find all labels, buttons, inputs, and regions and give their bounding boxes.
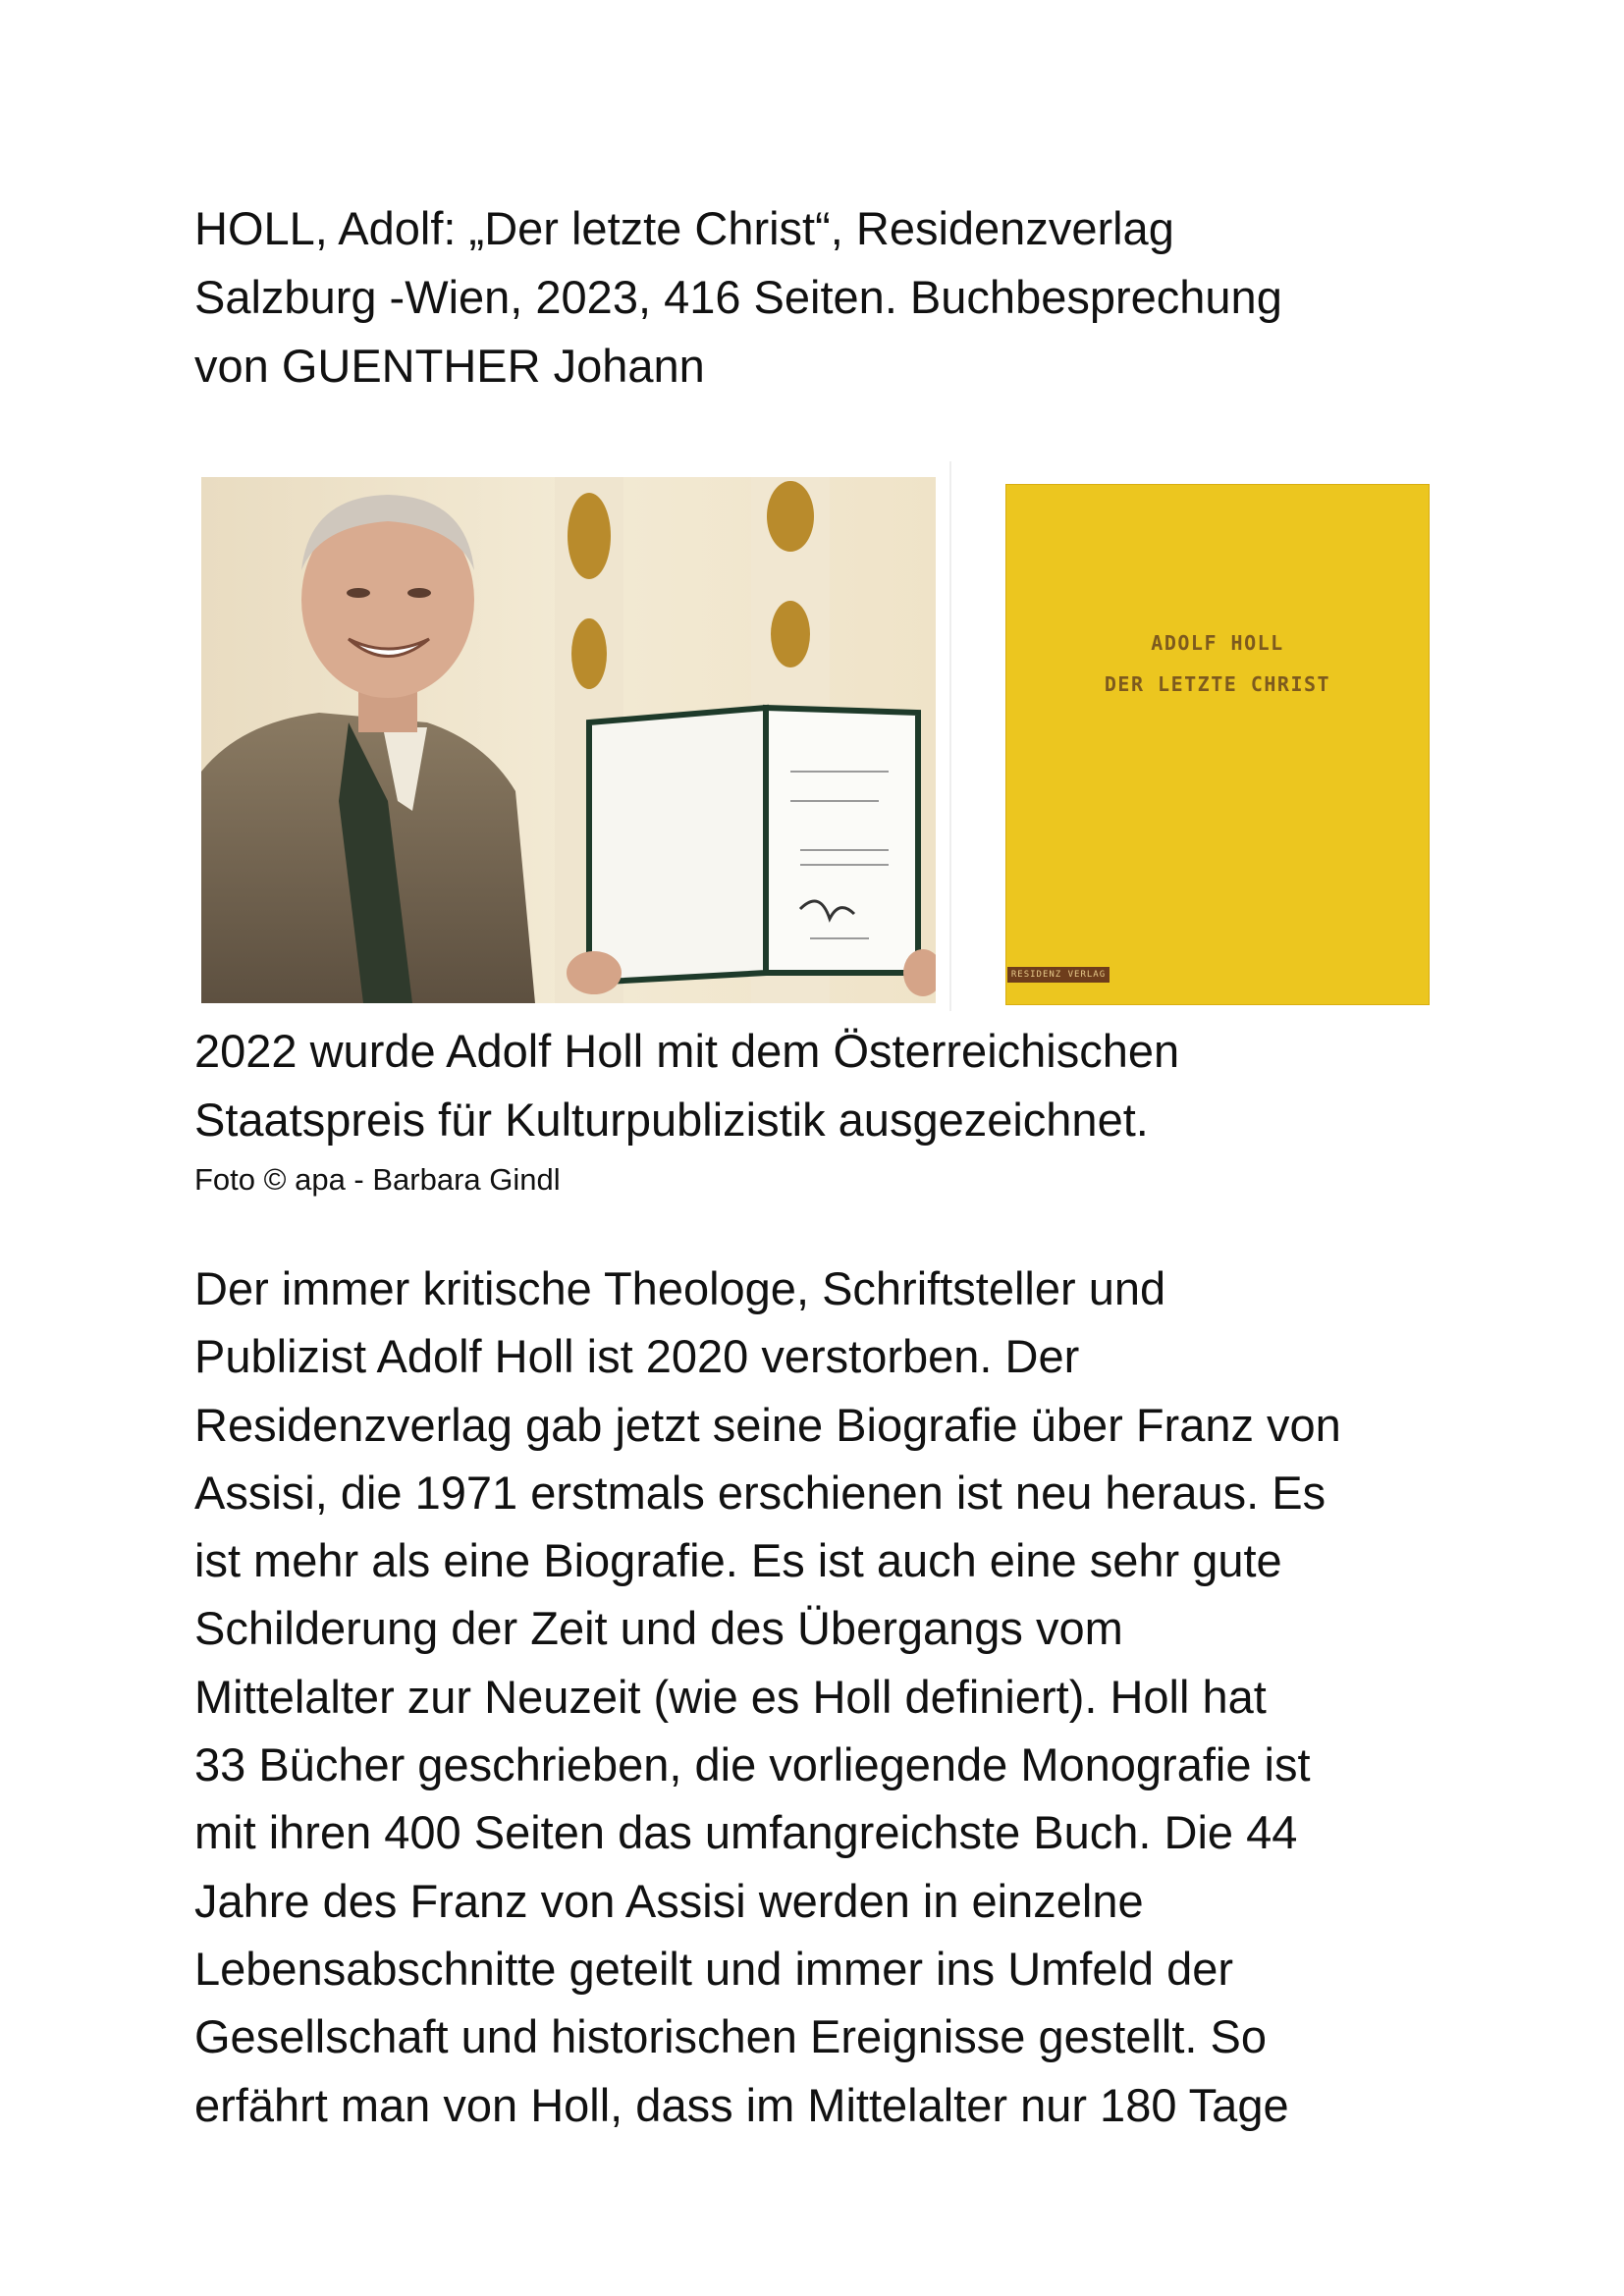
photo-caption: 2022 wurde Adolf Holl mit dem Österreichischen Staatspreis für Kulturpublizistik ausgezeichnet. xyxy=(194,1025,1180,1146)
portrait-photo xyxy=(201,477,936,1003)
review-title: HOLL, Adolf: „Der letzte Christ“, Residenzverlag Salzburg -Wien, 2023, 416 Seiten. Buchbesprechung von GUENTHER Johann xyxy=(194,202,1282,392)
cover-author: ADOLF HOLL xyxy=(1151,631,1284,655)
book-cover xyxy=(1005,484,1430,1005)
cover-title: DER LETZTE CHRIST xyxy=(1104,672,1331,696)
body-paragraph: Der immer kritische Theologe, Schriftsteller und Publizist Adolf Holl ist 2020 verstorben. Der Residenzverlag gab jetzt seine Biografie über Franz von Assisi, die 1971 erstmals erschienen ist neu heraus. Es ist mehr als eine Biografie. Es ist auch eine sehr gute Schilderung der Zeit und des Übergangs vom Mittelalter zur Neuzeit (wie es Holl definiert). Holl hat 33 Bücher geschrieben, die vorliegende Monografie ist mit ihren 400 Seiten das umfangreichste Buch. Die 44 Jahre des Franz von Assisi werden in einzelne Lebensabschnitte geteilt und immer ins Umfeld der Gesellschaft und historischen Ereignisse gestellt. So erfährt man von Holl, dass im Mittelalter nur 180 Tage xyxy=(194,1262,1341,2131)
image-divider xyxy=(949,461,951,1011)
photo-credit: Foto © apa - Barbara Gindl xyxy=(194,1162,561,1197)
publisher-logo: RESIDENZ VERLAG xyxy=(1007,967,1110,983)
